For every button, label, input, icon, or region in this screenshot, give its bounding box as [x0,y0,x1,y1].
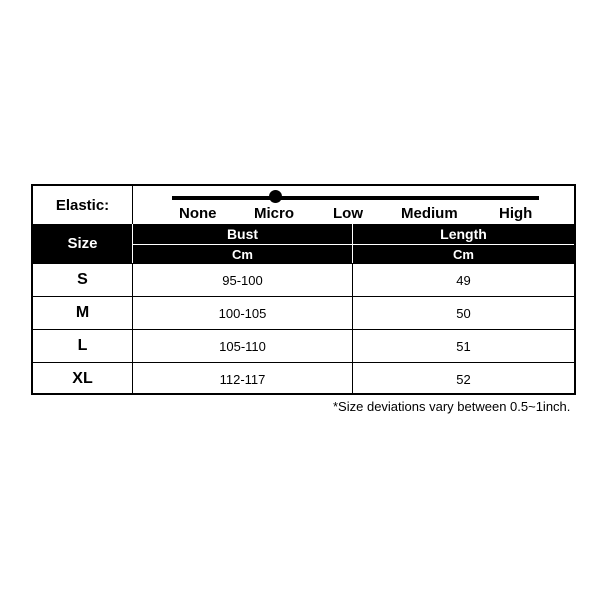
cell-bust: 112-117 [133,363,353,395]
cell-size: XL [33,363,133,395]
table-header [33,224,574,263]
cell-length: 49 [456,272,471,288]
cell-size: L [33,330,133,362]
cell-bust: 95-100 [133,264,353,296]
header-length: Length [440,226,487,242]
cell-size: M [33,297,133,329]
cell-size: S [33,264,133,296]
elastic-level-low: Low [333,205,363,222]
cell-length: 52 [456,371,471,387]
elastic-scale-bar [172,196,539,200]
table-row [33,296,574,329]
cell-length: 51 [456,338,471,354]
elastic-scale [133,186,574,224]
table-row [33,263,574,296]
size-deviation-note: *Size deviations vary between 0.5~1inch. [333,399,571,414]
elastic-level-medium: Medium [401,205,458,222]
elastic-scale-marker [269,190,282,203]
elastic-level-micro: Micro [254,205,295,222]
cell-bust: 100-105 [133,297,353,329]
header-bust: Bust [133,224,353,244]
cell-length: 50 [456,305,471,321]
header-length-unit: Cm [353,244,574,263]
table-row [33,362,574,395]
size-chart-table [31,184,576,395]
header-bust-unit: Cm [133,244,353,263]
cell-bust: 105-110 [133,330,353,362]
elastic-label: Elastic: [33,186,133,224]
header-size: Size [33,224,133,263]
table-row [33,329,574,362]
elastic-row [33,186,574,224]
elastic-level-high: High [499,205,533,222]
elastic-level-none: None [179,205,217,222]
